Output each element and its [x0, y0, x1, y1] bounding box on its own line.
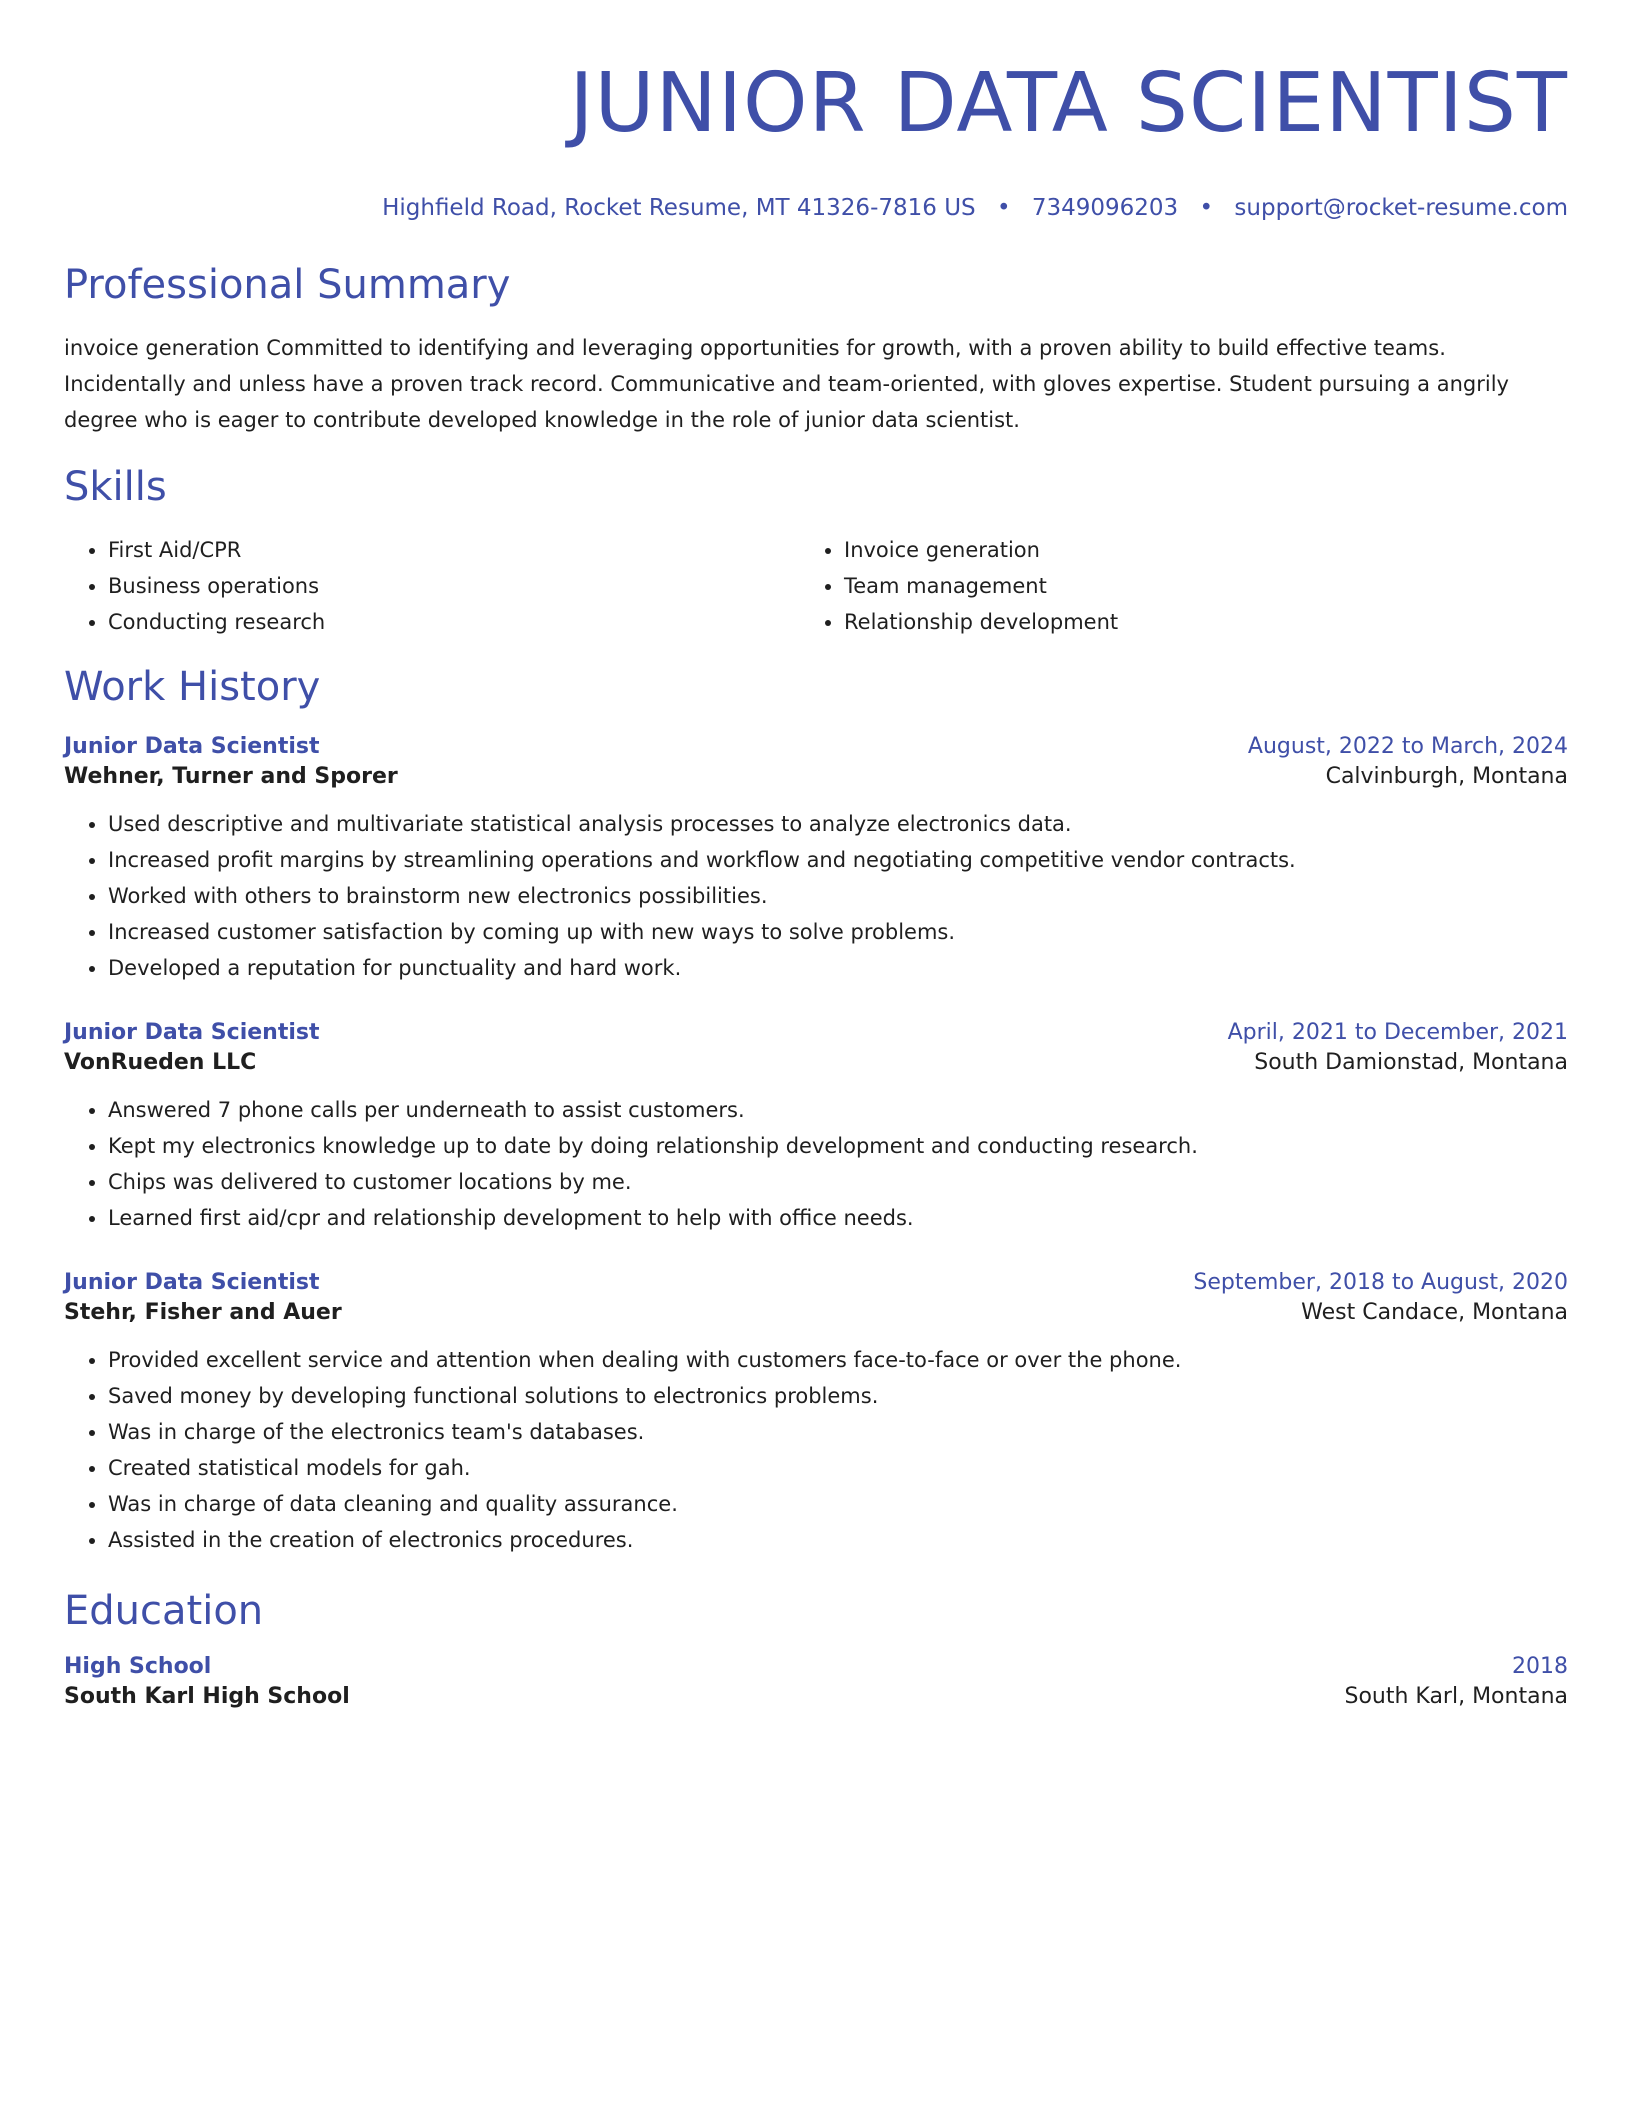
contact-email: support@rocket-resume.com — [1234, 195, 1568, 221]
job-role: Junior Data Scientist — [64, 1020, 320, 1045]
contact-phone: 7349096203 — [1031, 195, 1179, 221]
job-bullet: • Increased profit margins by streamlining operations and workflow and negotiating competitive vendor contracts. — [108, 842, 1568, 878]
summary-text: invoice generation Committed to identifying and leveraging opportunities for growth, with a proven ability to build effective teams. Incidentally and unless have a proven track record. Communicative and team-oriented, with gloves expertise. Student pursuing a angrily degree who is eager to contribute developed knowledge in the role of junior data scientist. — [64, 336, 1509, 432]
job-bullet: • Was in charge of data cleaning and quality assurance. — [108, 1486, 1568, 1522]
skill-item: • Business operations — [108, 568, 800, 604]
skill-item: • Invoice generation — [844, 532, 1536, 568]
job-bullet: • Provided excellent service and attention when dealing with customers face-to-face or over the phone. — [108, 1342, 1568, 1378]
job-location: West Candace, Montana — [1301, 1300, 1568, 1325]
skills-column-left — [64, 532, 800, 640]
education-school: South Karl High School — [64, 1684, 350, 1709]
skills-heading: Skills — [64, 464, 167, 510]
job-dates: September, 2018 to August, 2020 — [1193, 1270, 1568, 1295]
job-header-row — [64, 1018, 1568, 1048]
education-location: South Karl, Montana — [1344, 1684, 1568, 1709]
job-role: Junior Data Scientist — [64, 1270, 320, 1295]
job-bullet: • Chips was delivered to customer locations by me. — [108, 1164, 1568, 1200]
job-header-row — [64, 732, 1568, 762]
education-header-row — [64, 1652, 1568, 1682]
job-dates: April, 2021 to December, 2021 — [1227, 1020, 1568, 1045]
contact-separator: • — [996, 195, 1011, 221]
job-header-row — [64, 1268, 1568, 1298]
work-history-heading: Work History — [64, 664, 321, 710]
job-entry — [64, 1018, 1568, 1236]
job-location: South Damionstad, Montana — [1254, 1050, 1568, 1075]
job-entry — [64, 1268, 1568, 1558]
education-degree: High School — [64, 1654, 212, 1679]
job-company-row — [64, 762, 1568, 792]
job-bullet: • Used descriptive and multivariate statistical analysis processes to analyze electronics data. — [108, 806, 1568, 842]
contact-separator: • — [1199, 195, 1214, 221]
job-location: Calvinburgh, Montana — [1325, 764, 1568, 789]
contact-address: Highfield Road, Rocket Resume, MT 41326-7816 US — [382, 195, 976, 221]
skills-column-right — [800, 532, 1536, 640]
education-entry — [64, 1652, 1568, 1712]
job-bullet: • Kept my electronics knowledge up to date by doing relationship development and conducting research. — [108, 1128, 1568, 1164]
job-bullet: • Worked with others to brainstorm new electronics possibilities. — [108, 878, 1568, 914]
job-bullets — [64, 806, 1568, 986]
job-entry — [64, 732, 1568, 986]
job-bullet: • Created statistical models for gah. — [108, 1450, 1568, 1486]
job-company: VonRueden LLC — [64, 1050, 257, 1075]
job-bullets — [64, 1092, 1568, 1236]
job-company-row — [64, 1048, 1568, 1078]
job-bullet: • Saved money by developing functional solutions to electronics problems. — [108, 1378, 1568, 1414]
education-heading: Education — [64, 1588, 264, 1634]
resume-title: JUNIOR DATA SCIENTIST — [569, 56, 1568, 151]
job-bullet: • Assisted in the creation of electronics procedures. — [108, 1522, 1568, 1558]
job-bullet: • Increased customer satisfaction by coming up with new ways to solve problems. — [108, 914, 1568, 950]
resume-header — [64, 56, 1568, 222]
education-year: 2018 — [1512, 1654, 1568, 1679]
skill-item: • Team management — [844, 568, 1536, 604]
job-company: Stehr, Fisher and Auer — [64, 1300, 342, 1325]
summary-heading: Professional Summary — [64, 262, 511, 308]
job-role: Junior Data Scientist — [64, 734, 320, 759]
contact-line — [64, 194, 1568, 222]
job-bullet: • Learned first aid/cpr and relationship development to help with office needs. — [108, 1200, 1568, 1236]
job-company: Wehner, Turner and Sporer — [64, 764, 398, 789]
job-bullets — [64, 1342, 1568, 1558]
job-dates: August, 2022 to March, 2024 — [1247, 734, 1568, 759]
skill-item: • First Aid/CPR — [108, 532, 800, 568]
job-bullet: • Was in charge of the electronics team's databases. — [108, 1414, 1568, 1450]
job-bullet: • Answered 7 phone calls per underneath to assist customers. — [108, 1092, 1568, 1128]
job-bullet: • Developed a reputation for punctuality and hard work. — [108, 950, 1568, 986]
skills-grid — [64, 532, 1568, 640]
skill-item: • Conducting research — [108, 604, 800, 640]
skill-item: • Relationship development — [844, 604, 1536, 640]
education-school-row — [64, 1682, 1568, 1712]
job-company-row — [64, 1298, 1568, 1328]
